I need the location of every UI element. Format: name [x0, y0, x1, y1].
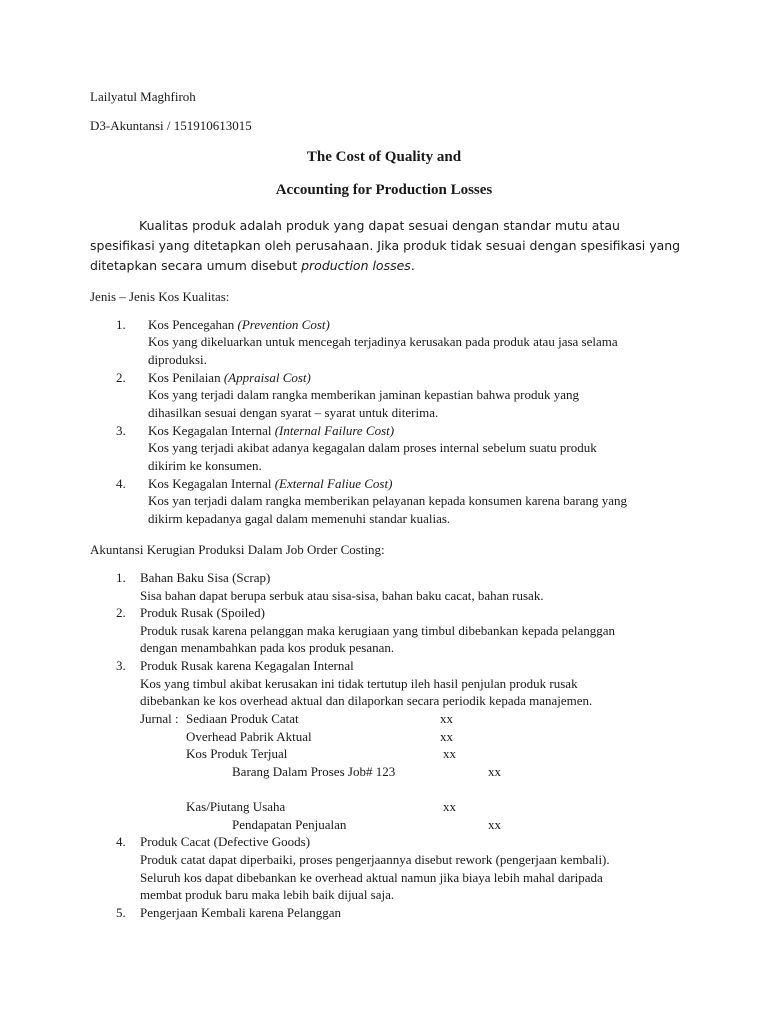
s2-item2-number: 2. [116, 605, 126, 620]
s2-item4-number: 4. [116, 834, 126, 849]
s2-item3-desc2: dibebankan ke kos overhead aktual dan dilaporkan secara periodik kepada manajemen. [140, 693, 593, 708]
journal-account: Pendapatan Penjualan [232, 817, 347, 832]
document-title-line1: The Cost of Quality and [306, 149, 462, 165]
s2-item3-number: 3. [116, 658, 126, 673]
s2-item5-title: Pengerjaan Kembali karena Pelanggan [140, 905, 342, 920]
s1-item4-title: Kos Kegagalan Internal (External Faliue Cost) [148, 476, 393, 491]
s1-item4-desc1: Kos yan terjadi dalam rangka memberikan pelayanan kepada konsumen karena barang yang [148, 493, 628, 508]
journal-account: Kos Produk Terjual [186, 746, 288, 761]
intro-line1: Kualitas produk adalah produk yang dapat sesuai dengan standar mutu atau [139, 218, 620, 233]
s1-item3-title: Kos Kegagalan Internal (Internal Failure Cost) [148, 423, 395, 438]
journal-account: Sediaan Produk Catat [186, 711, 299, 726]
journal-amount: xx [440, 729, 453, 744]
s2-item5-number: 5. [116, 905, 126, 920]
s2-item1-number: 1. [116, 570, 126, 585]
s2-item2-desc2: dengan menambahkan pada kos produk pesanan. [140, 640, 395, 655]
s2-item1-title: Bahan Baku Sisa (Scrap) [140, 570, 271, 585]
section2-heading: Akuntansi Kerugian Produksi Dalam Job Order Costing: [90, 542, 385, 557]
s1-item1-title: Kos Pencegahan (Prevention Cost) [148, 317, 330, 332]
s1-item1-number: 1. [116, 317, 126, 332]
journal-label: Jurnal : [140, 711, 179, 726]
journal-amount: xx [488, 817, 501, 832]
s2-item3-desc1: Kos yang timbul akibat kerusakan ini tidak tertutup ileh hasil penjulan produk rusak [140, 676, 578, 691]
s1-item1-desc2: diproduksi. [148, 352, 207, 367]
document-title-line2: Accounting for Production Losses [275, 182, 493, 198]
s1-item2-number: 2. [116, 370, 126, 385]
author-program: D3-Akuntansi / 151910613015 [90, 118, 252, 133]
journal-amount: xx [488, 764, 501, 779]
journal-account: Overhead Pabrik Aktual [186, 729, 312, 744]
s2-item1-desc1: Sisa bahan dapat berupa serbuk atau sisa-sisa, bahan baku cacat, bahan rusak. [140, 588, 544, 603]
s2-item4-desc1: Produk catat dapat diperbaiki, proses pengerjaannya disebut rework (pengerjaan kembali). [140, 852, 610, 867]
s2-item2-desc1: Produk rusak karena pelanggan maka kerugiaan yang timbul dibebankan kepada pelanggan [140, 623, 616, 638]
s1-item3-desc1: Kos yang terjadi akibat adanya kegagalan dalam proses internal sebelum suatu produk [148, 440, 597, 455]
journal-account: Barang Dalam Proses Job# 123 [232, 764, 396, 779]
s1-item3-number: 3. [116, 423, 126, 438]
s1-item2-title: Kos Penilaian (Appraisal Cost) [148, 370, 311, 385]
author-name: Lailyatul Maghfiroh [90, 89, 196, 104]
intro-line3: ditetapkan secara umum disebut production losses. [90, 258, 415, 273]
s1-item4-desc2: dikirm kepadanya gagal dalam memenuhi standar kualias. [148, 511, 451, 526]
s1-item4-number: 4. [116, 476, 126, 491]
s2-item4-title: Produk Cacat (Defective Goods) [140, 834, 311, 849]
s2-item2-title: Produk Rusak (Spoiled) [140, 605, 265, 620]
s1-item1-desc1: Kos yang dikeluarkan untuk mencegah terjadinya kerusakan pada produk atau jasa selama [148, 334, 618, 349]
s1-item2-desc2: dihasilkan sesuai dengan syarat – syarat untuk diterima. [148, 405, 439, 420]
s2-item4-desc3: membat produk baru maka lebih baik dijual saja. [140, 887, 395, 902]
journal-amount: xx [443, 746, 456, 761]
intro-line2: spesifikasi yang ditetapkan oleh perusahaan. Jika produk tidak sesuai dengan spesifikasi yang [90, 238, 681, 253]
journal-account: Kas/Piutang Usaha [186, 799, 286, 814]
s1-item2-desc1: Kos yang terjadi dalam rangka memberikan jaminan kepastian bahwa produk yang [148, 387, 580, 402]
section1-heading: Jenis – Jenis Kos Kualitas: [90, 289, 230, 304]
journal-amount: xx [440, 711, 453, 726]
journal-amount: xx [443, 799, 456, 814]
s2-item3-title: Produk Rusak karena Kegagalan Internal [140, 658, 354, 673]
s1-item3-desc2: dikirim ke konsumen. [148, 458, 262, 473]
s2-item4-desc2: Seluruh kos dapat dibebankan ke overhead aktual namun jika biaya lebih mahal daripada [140, 870, 603, 885]
